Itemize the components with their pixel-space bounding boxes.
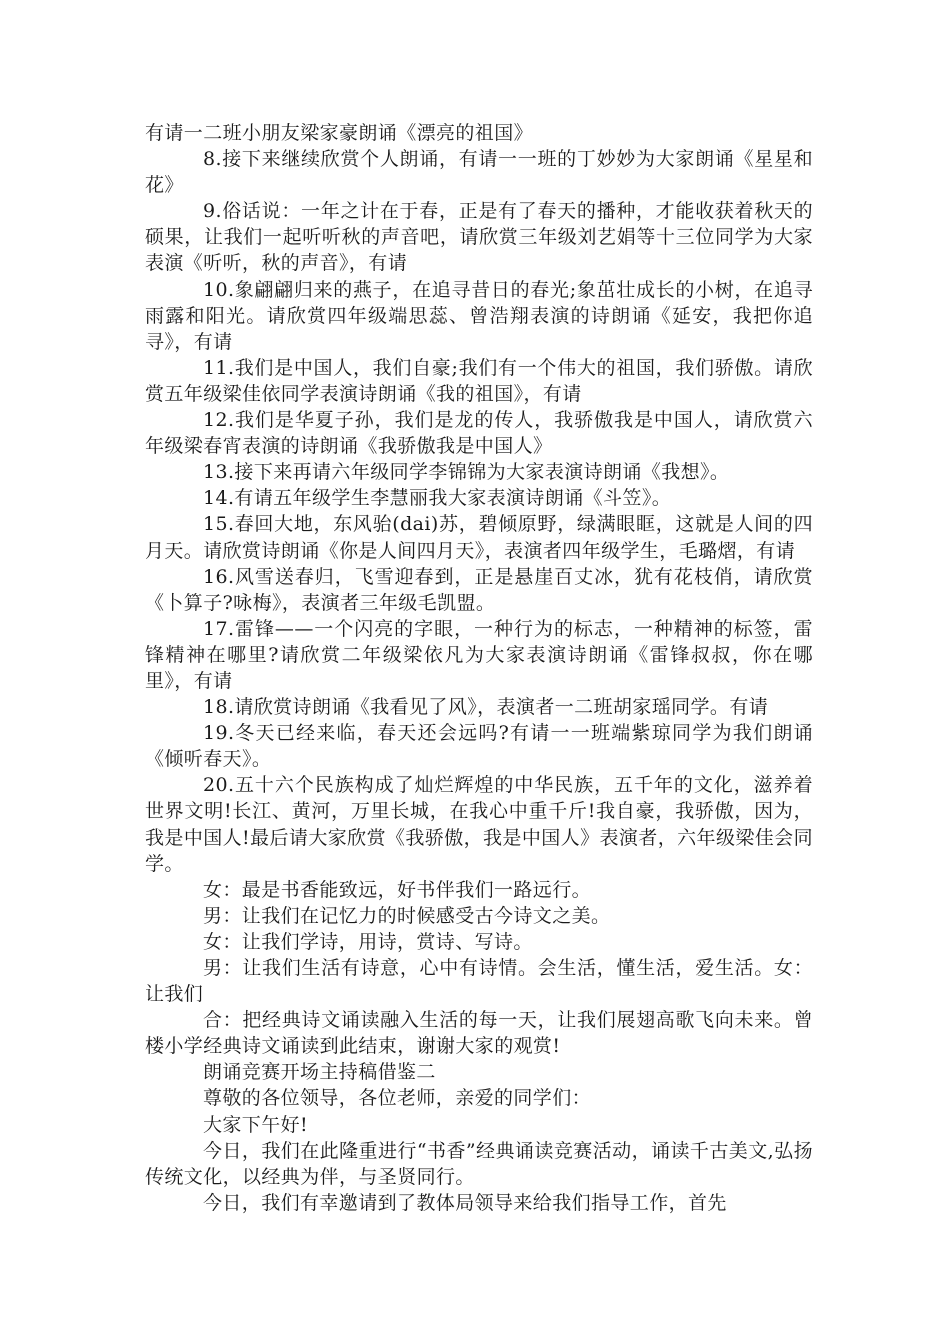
paragraph: 今日，我们有幸邀请到了教体局领导来给我们指导工作，首先 xyxy=(203,1191,727,1214)
paragraph: 尊敬的各位领导，各位老师，亲爱的同学们： xyxy=(203,1087,592,1110)
paragraph: 17.雷锋——一个闪亮的字眼，一种行为的标志，一种精神的标签，雷锋精神在哪里?请欣赏二年级梁依凡为大家表演诗朗诵《雷锋叔叔，你在哪里》，有请 xyxy=(145,617,813,692)
paragraph: 朗诵竞赛开场主持稿借鉴二 xyxy=(203,1061,436,1084)
paragraph: 女：最是书香能致远，好书伴我们一路远行。 xyxy=(203,878,592,901)
paragraph: 9.俗话说：一年之计在于春，正是有了春天的播种，才能收获着秋天的硕果，让我们一起听听秋的声音吧，请欣赏三年级刘艺娟等十三位同学为大家表演《听听，秋的声音》，有请 xyxy=(145,200,813,275)
paragraph: 8.接下来继续欣赏个人朗诵，有请一一班的丁妙妙为大家朗诵《星星和花》 xyxy=(145,148,813,197)
paragraph: 16.风雪送春归，飞雪迎春到，正是悬崖百丈冰，犹有花枝俏，请欣赏《卜算子?咏梅》，表演者三年级毛凯盟。 xyxy=(145,565,813,614)
paragraph: 今日，我们在此隆重进行“书香”经典诵读竞赛活动，诵读千古美文,弘扬传统文化，以经典为伴，与圣贤同行。 xyxy=(145,1139,813,1188)
paragraph: 13.接下来再请六年级同学李锦锦为大家表演诗朗诵《我想》。 xyxy=(203,461,730,484)
document-body xyxy=(145,120,813,1216)
paragraph: 大家下午好! xyxy=(203,1113,309,1136)
paragraph: 20.五十六个民族构成了灿烂辉煌的中华民族，五千年的文化，滋养着世界文明!长江、黄河，万里长城，在我心中重千斤!我自豪，我骄傲，因为，我是中国人!最后请大家欣赏《我骄傲，我是中国人》表演者，六年级梁佳会同学。 xyxy=(145,774,813,875)
paragraph: 11.我们是中国人，我们自豪;我们有一个伟大的祖国，我们骄傲。请欣赏五年级梁佳依同学表演诗朗诵《我的祖国》，有请 xyxy=(145,356,813,405)
paragraph: 男：让我们在记忆力的时候感受古今诗文之美。 xyxy=(203,904,611,927)
paragraph: 15.春回大地，东风骀(dai)苏，碧倾原野，绿满眼眶，这就是人间的四月天。请欣赏诗朗诵《你是人间四月天》，表演者四年级学生，毛璐熠，有请 xyxy=(145,513,813,562)
paragraph: 女：让我们学诗，用诗，赏诗、写诗。 xyxy=(203,930,533,953)
paragraph: 有请一二班小朋友梁家豪朗诵《漂亮的祖国》 xyxy=(145,122,534,144)
paragraph: 19.冬天已经来临，春天还会远吗?有请一一班端紫琼同学为我们朗诵《倾听春天》。 xyxy=(145,722,813,771)
paragraph: 12.我们是华夏子孙，我们是龙的传人，我骄傲我是中国人，请欣赏六年级梁春宵表演的诗朗诵《我骄傲我是中国人》 xyxy=(145,409,813,458)
paragraph: 10.象翩翩归来的燕子，在追寻昔日的春光;象茁壮成长的小树，在追寻雨露和阳光。请欣赏四年级端思蕊、曾浩翔表演的诗朗诵《延安，我把你追寻》，有请 xyxy=(145,278,813,353)
paragraph: 18.请欣赏诗朗诵《我看见了风》，表演者一二班胡家瑶同学。有请 xyxy=(203,696,769,719)
paragraph: 14.有请五年级学生李慧丽我大家表演诗朗诵《斗笠》。 xyxy=(203,487,672,510)
paragraph: 男：让我们生活有诗意，心中有诗情。会生活，懂生活，爱生活。女：让我们 xyxy=(145,957,813,1006)
paragraph: 合：把经典诗文诵读融入生活的每一天，让我们展翅高歌飞向未来。曾楼小学经典诗文诵读到此结束，谢谢大家的观赏! xyxy=(145,1009,813,1058)
